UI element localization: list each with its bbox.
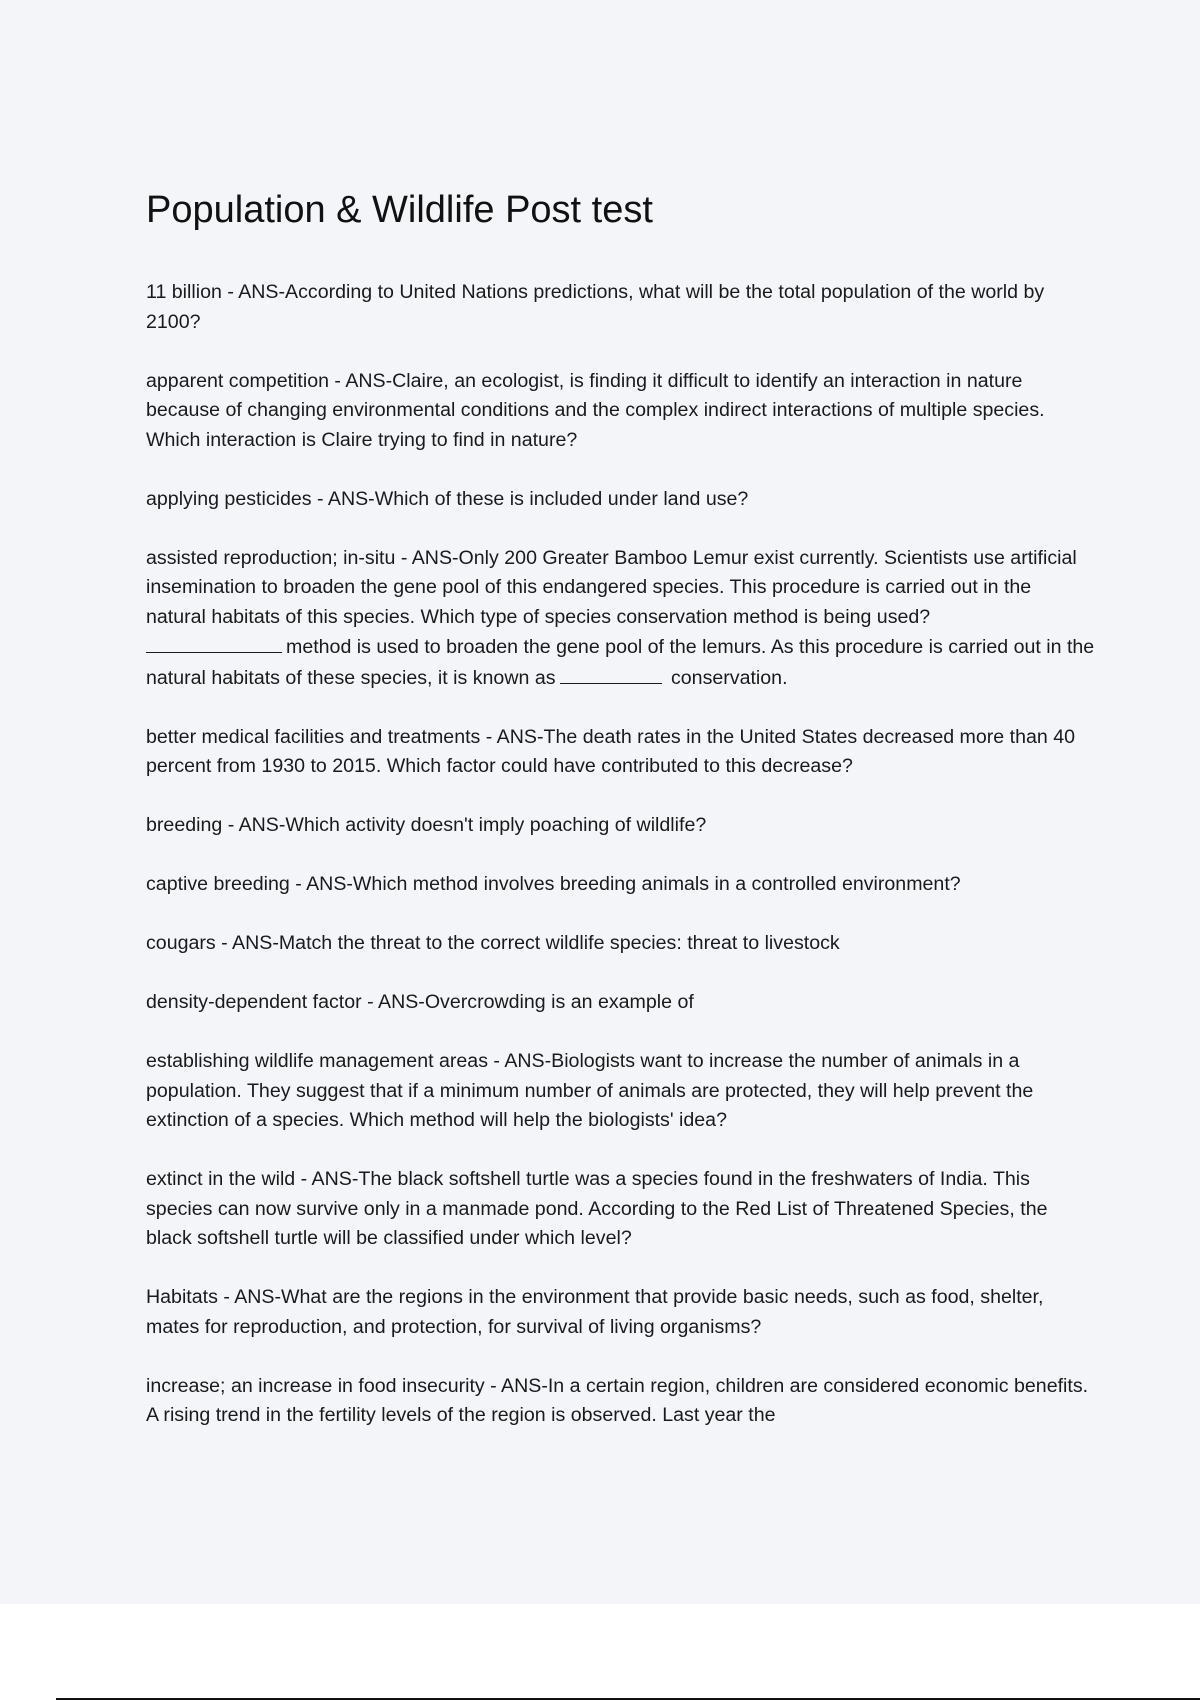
qa-entry: density-dependent factor - ANS-Overcrowding is an example of	[146, 991, 694, 1013]
qa-entry: extinct in the wild - ANS-The black softshell turtle was a species found in the freshwaters of India. This species can now survive only in a manmade pond. According to the Red List of Threatened Species, the black softshell turtle will be classified under which level?	[146, 1168, 1048, 1249]
qa-entry: captive breeding - ANS-Which method involves breeding animals in a controlled environment?	[146, 873, 961, 895]
fill-in-part1: method is used to broaden the gene pool of the lemurs. As this procedure is carried out in the natural habitats of these species, it is known as	[146, 636, 1095, 689]
qa-entry: applying pesticides - ANS-Which of these is included under land use?	[146, 487, 749, 510]
qa-entry-with-blanks	[146, 544, 1096, 694]
qa-entry: apparent competition - ANS-Claire, an ecologist, is finding it difficult to identify an interaction in nature because of changing environmental conditions and the complex indirect interactions of multiple species. Which interaction is Claire trying to find in nature?	[146, 369, 1045, 451]
qa-entry: increase; an increase in food insecurity - ANS-In a certain region, children are considered economic benefits. A rising trend in the fertility levels of the region is observed. Last year the	[146, 1374, 1089, 1426]
document-title: Population & Wildlife Post test	[146, 189, 653, 231]
qa-entry: breeding - ANS-Which activity doesn't imply poaching of wildlife?	[146, 814, 707, 836]
blank-line	[146, 632, 282, 653]
qa-entry-question: assisted reproduction; in-situ - ANS-Only 200 Greater Bamboo Lemur exist currently. Scientists use artificial insemination to broaden the gene pool of this endangered species. This procedure is carried out in the natural habitats of this species. Which type of species conservation method is being used?	[146, 546, 1077, 628]
fill-in-part2: conservation.	[670, 666, 788, 689]
qa-entry: Habitats - ANS-What are the regions in the environment that provide basic needs, such as food, shelter, mates for reproduction, and protection, for survival of living organisms?	[146, 1286, 1044, 1338]
fill-in-sentence	[146, 632, 1096, 693]
qa-entry: 11 billion - ANS-According to United Nations predictions, what will be the total population of the world by 2100?	[146, 281, 1045, 333]
qa-entry: cougars - ANS-Match the threat to the correct wildlife species: threat to livestock	[146, 932, 840, 954]
page-gap	[0, 1604, 1200, 1700]
blank-line	[560, 663, 662, 684]
qa-entry: better medical facilities and treatments - ANS-The death rates in the United States decreased more than 40 percent from 1930 to 2015. Which factor could have contributed to this decrease?	[146, 725, 1076, 777]
qa-entry: establishing wildlife management areas - ANS-Biologists want to increase the number of animals in a population. They suggest that if a minimum number of animals are protected, they will help prevent the extinction of a species. Which method will help the biologists' idea?	[146, 1050, 1034, 1131]
document-content	[146, 186, 1096, 1460]
